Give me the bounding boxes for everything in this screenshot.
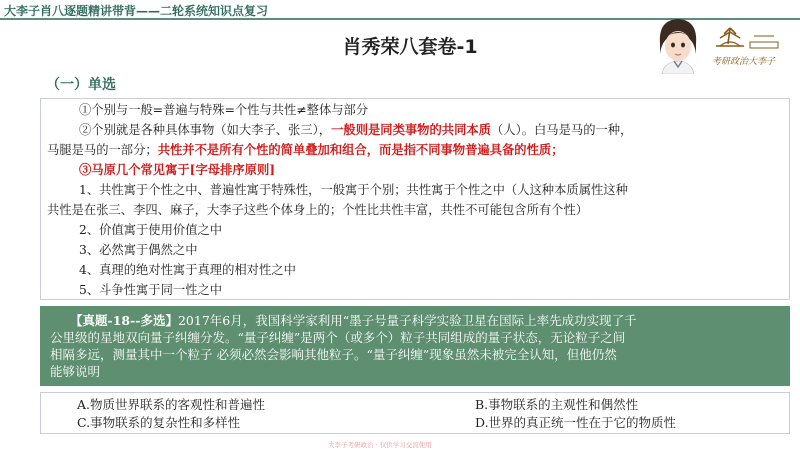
knowledge-text: （人）。白马是马的一种， xyxy=(490,123,633,137)
deck-title: 肖秀荣八套卷-1 xyxy=(342,36,478,58)
knowledge-subheading: ③马原几个常见寓于[字母排序原则] xyxy=(79,162,276,177)
section-heading: （一）单选 xyxy=(46,77,116,93)
knowledge-line: 4、真理的绝对性寓于真理的相对性之中 xyxy=(79,263,296,277)
knowledge-line: ①个别与一般=普遍与特殊=个性与共性≠整体与部分 xyxy=(79,103,369,117)
option-d[interactable]: D.世界的真正统一性在于它的物质性 xyxy=(475,415,677,430)
avatar-illustration xyxy=(650,14,706,74)
knowledge-line: 3、必然寓于偶然之中 xyxy=(79,243,198,257)
knowledge-emphasis: 一般则是同类事物的共同本质 xyxy=(331,122,491,137)
option-b[interactable]: B.事物联系的主观性和偶然性 xyxy=(475,397,639,412)
answer-options xyxy=(40,392,790,434)
question-line: 公里级的星地双向量子纠缠分发。“量子纠缠”是两个（或多个）粒子共同组成的量子状态，无论粒子之间 xyxy=(50,330,626,345)
knowledge-line: 共性是在张三、李四、麻子，大李子这些个体身上的；个性比共性丰富，共性不可能包含所有个性） xyxy=(47,203,589,217)
knowledge-line xyxy=(47,142,564,158)
knowledge-text: 马腿是马的一部分； xyxy=(47,143,158,157)
knowledge-emphasis: 共性并不是所有个性的简单叠加和组合，而是指不同事物普遍具备的性质； xyxy=(157,142,564,157)
question-line: 相隔多远，测量其中一个粒子 必须必然会影响其他粒子。“量子纠缠”现象虽然未被完全认知，但他仍然 xyxy=(50,347,617,362)
watermark: 大李子考研政治 · 仅供学习交流使用 xyxy=(328,441,432,449)
question-box xyxy=(40,306,790,386)
knowledge-line xyxy=(47,122,632,138)
option-a[interactable]: A.物质世界联系的客观性和普遍性 xyxy=(77,397,266,412)
knowledge-points-box xyxy=(40,98,790,300)
knowledge-line: 1、共性寓于个性之中、普遍性寓于特殊性，一般寓于个别；共性寓于个性之中（人这种本质属性这种 xyxy=(79,183,628,197)
question-text: 2017年6月，我国科学家利用“墨子号量子科学实验卫星在国际上率先成功实现了千 xyxy=(177,313,637,328)
series-title: 大李子肖八逐题精讲带背——二轮系统知识点复习 xyxy=(4,4,269,18)
knowledge-line: 2、价值寓于使用价值之中 xyxy=(79,223,223,237)
option-c[interactable]: C.事物联系的复杂性和多样性 xyxy=(77,415,241,430)
brand-name: 考研政治大李子 xyxy=(712,57,776,67)
question-line: 能够说明 xyxy=(50,364,101,379)
question-tag: 【真题-18--多选】 xyxy=(70,313,178,328)
knowledge-text: ②个别就是各种具体事物（如大李子、张三）， xyxy=(79,123,332,137)
question-line xyxy=(50,312,780,329)
knowledge-line: 5、斗争性寓于同一性之中 xyxy=(79,283,223,297)
